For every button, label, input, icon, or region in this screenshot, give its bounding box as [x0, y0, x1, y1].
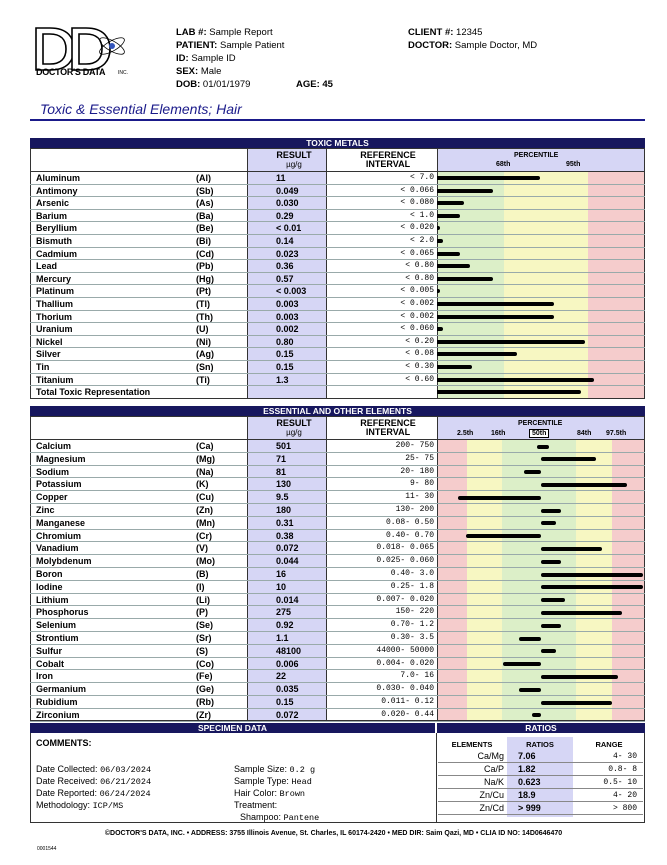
element-name: Lead [36, 261, 58, 272]
element-name: Platinum [36, 286, 75, 297]
element-reference: 20- 180 [400, 466, 434, 476]
element-name: Thallium [36, 299, 74, 309]
percentile-bar [541, 509, 561, 513]
toxic-reference-header: REFERENCE INTERVAL [360, 150, 416, 169]
essential-reference-header: REFERENCE INTERVAL [360, 418, 416, 437]
total-toxic-label: Total Toxic Representation [36, 387, 151, 398]
element-name: Vanadium [36, 543, 79, 554]
toxic-row [30, 235, 645, 248]
element-symbol: (S) [196, 645, 208, 656]
patient-id: ID: Sample ID [176, 53, 236, 64]
element-symbol: (Cr) [196, 530, 212, 541]
essential-row [30, 632, 645, 645]
element-result: 0.003 [276, 311, 299, 322]
element-symbol: (Ti) [196, 374, 210, 385]
element-symbol: (U) [196, 324, 209, 335]
ratio-element: Ca/Mg [477, 751, 504, 761]
client-number: CLIENT #: 12345 [408, 27, 483, 38]
element-name: Cadmium [36, 248, 78, 259]
toxic-result-header: RESULT µg/g [276, 150, 312, 169]
element-reference: 0.40- 3.0 [390, 569, 434, 578]
element-name: Sodium [36, 466, 69, 477]
ess-pct-50: 50th [529, 429, 549, 438]
percentile-bar [519, 688, 541, 692]
ratio-value: 0.623 [518, 777, 541, 787]
element-symbol: (Cd) [196, 248, 214, 259]
element-reference: < 0.08 [405, 349, 434, 359]
element-reference: 0.08- 0.50 [385, 517, 434, 527]
ratio-element: Ca/P [483, 764, 504, 774]
element-reference: < 7.0 [409, 173, 434, 182]
element-reference: 0.40- 0.70 [385, 530, 434, 540]
date-collected: Date Collected: 06/03/2024 [36, 764, 152, 775]
element-result: 71 [276, 453, 287, 464]
element-name: Zirconium [36, 709, 80, 720]
percentile-bar [458, 496, 541, 500]
essential-section-title: ESSENTIAL AND OTHER ELEMENTS [30, 406, 645, 416]
element-symbol: (Be) [196, 223, 214, 234]
percentile-bar [541, 483, 627, 487]
percentile-bar [541, 560, 561, 564]
ratio-divider [438, 762, 643, 763]
element-name: Strontium [36, 633, 79, 643]
element-result: 0.36 [276, 261, 294, 272]
element-result: 0.030 [276, 198, 299, 209]
ess-pct-16: 16th [491, 430, 506, 437]
toxic-row [30, 285, 645, 298]
element-result: 1.1 [276, 633, 289, 643]
element-name: Phosphorus [36, 607, 89, 618]
element-symbol: (Hg) [196, 273, 214, 284]
element-name: Silver [36, 349, 61, 360]
element-name: Germanium [36, 684, 87, 695]
element-name: Uranium [36, 324, 73, 335]
element-symbol: (As) [196, 198, 214, 209]
element-reference: < 0.60 [405, 374, 434, 384]
element-reference: 9- 80 [409, 479, 434, 489]
essential-percentile-header: PERCENTILE [518, 420, 563, 427]
element-name: Iron [36, 671, 53, 682]
element-name: Calcium [36, 441, 72, 451]
element-result: 0.38 [276, 530, 294, 541]
date-received: Date Received: 06/21/2024 [36, 776, 152, 787]
element-name: Titanium [36, 374, 74, 385]
patient-name: PATIENT: Sample Patient [176, 40, 285, 51]
element-symbol: (Ca) [196, 441, 214, 451]
element-result: 0.31 [276, 517, 294, 528]
patient-age: AGE: 45 [296, 79, 333, 90]
element-reference: 0.007- 0.020 [376, 594, 434, 604]
element-reference: 0.004- 0.020 [376, 658, 434, 668]
element-name: Beryllium [36, 223, 78, 234]
percentile-bar [437, 201, 464, 205]
ratio-col-ratios: RATIOS [526, 740, 554, 749]
element-name: Boron [36, 569, 63, 579]
lab-number: LAB #: Sample Report [176, 27, 273, 38]
ratio-value: 7.06 [518, 751, 536, 761]
percentile-bar [437, 214, 460, 218]
logo-inc: INC. [118, 70, 128, 76]
element-result: 275 [276, 607, 292, 618]
element-name: Manganese [36, 517, 86, 528]
ratio-divider [438, 788, 643, 789]
percentile-bar [541, 649, 556, 653]
element-result: 501 [276, 441, 292, 451]
percentile-bar [541, 611, 622, 615]
element-symbol: (Zr) [196, 709, 211, 720]
percentile-bar [437, 189, 493, 193]
element-symbol: (Mg) [196, 453, 215, 464]
toxic-row [30, 222, 645, 235]
element-result: 0.072 [276, 709, 299, 720]
element-result: 0.014 [276, 594, 299, 605]
element-symbol: (I) [196, 581, 205, 592]
element-result: 0.15 [276, 349, 294, 360]
element-symbol: (Sr) [196, 633, 212, 643]
element-reference: < 0.060 [400, 324, 434, 334]
element-symbol: (Pt) [196, 286, 211, 297]
percentile-bar [437, 252, 460, 256]
element-name: Rubidium [36, 697, 78, 707]
element-reference: < 1.0 [409, 210, 434, 220]
element-name: Barium [36, 210, 68, 221]
toxic-row [30, 260, 645, 273]
element-symbol: (K) [196, 479, 209, 490]
element-symbol: (Cu) [196, 492, 214, 503]
element-name: Thorium [36, 311, 72, 322]
element-reference: < 0.066 [400, 185, 434, 195]
element-reference: 44000- 50000 [376, 645, 434, 655]
element-reference: 0.025- 0.060 [376, 556, 434, 566]
element-symbol: (Ba) [196, 210, 214, 221]
ess-pct-2-5: 2.5th [457, 430, 474, 437]
element-name: Arsenic [36, 198, 70, 209]
element-name: Cobalt [36, 658, 64, 669]
toxic-row [30, 323, 645, 336]
element-reference: < 0.002 [400, 311, 434, 321]
toxic-row [30, 361, 645, 374]
element-symbol: (Al) [196, 173, 211, 183]
essential-row [30, 709, 645, 722]
document-code: 0001544 [37, 846, 57, 852]
ratio-range: 0.5- 10 [603, 778, 637, 787]
element-name: Mercury [36, 273, 72, 284]
element-symbol: (Na) [196, 466, 214, 477]
percentile-bar [503, 662, 541, 666]
element-reference: < 0.065 [400, 248, 434, 258]
percentile-bar [437, 277, 493, 281]
percentile-bar [437, 302, 554, 306]
report-title: Toxic & Essential Elements; Hair [40, 101, 242, 117]
percentile-bar [541, 675, 618, 679]
element-name: Bismuth [36, 236, 72, 246]
element-name: Aluminum [36, 173, 80, 183]
element-reference: 150- 220 [395, 607, 434, 617]
element-name: Chromium [36, 530, 81, 541]
doctor-name: DOCTOR: Sample Doctor, MD [408, 40, 538, 51]
element-result: 22 [276, 671, 287, 682]
toxic-percentile-header: PERCENTILE [514, 152, 559, 159]
ratios-section-title: RATIOS [437, 723, 645, 733]
percentile-bar [541, 573, 643, 577]
ess-pct-97-5: 97.5th [606, 430, 627, 437]
element-symbol: (Fe) [196, 671, 213, 682]
element-name: Copper [36, 492, 68, 503]
element-symbol: (Ni) [196, 336, 211, 347]
ratio-value: > 999 [518, 803, 541, 813]
percentile-bar [524, 470, 541, 474]
ratio-divider [438, 775, 643, 776]
ratio-range: 0.8- 8 [608, 765, 637, 774]
element-symbol: (Ag) [196, 349, 214, 360]
element-result: 1.3 [276, 374, 289, 385]
element-result: 0.92 [276, 620, 294, 631]
element-reference: 11- 30 [405, 492, 434, 502]
toxic-row [30, 248, 645, 261]
toxic-section-title: TOXIC METALS [30, 138, 645, 148]
essential-row [30, 491, 645, 504]
percentile-bar [532, 713, 541, 717]
element-result: < 0.01 [276, 223, 302, 234]
essential-row [30, 683, 645, 696]
logo-text: DOCTOR'S DATA [36, 67, 106, 77]
comments-label: COMMENTS: [36, 738, 92, 748]
element-symbol: (B) [196, 569, 209, 579]
element-symbol: (Li) [196, 594, 210, 605]
element-symbol: (Sn) [196, 362, 214, 372]
toxic-pct-68: 68th [496, 161, 511, 168]
element-result: 16 [276, 569, 287, 579]
element-name: Antimony [36, 185, 78, 196]
element-result: 9.5 [276, 492, 289, 503]
methodology: Methodology: ICP/MS [36, 800, 124, 811]
hair-color: Hair Color: Brown [234, 788, 306, 799]
element-result: 0.14 [276, 236, 294, 246]
element-name: Tin [36, 362, 50, 372]
element-reference: 0.020- 0.44 [381, 709, 434, 719]
element-name: Selenium [36, 620, 77, 631]
ratio-col-elements: ELEMENTS [451, 740, 493, 749]
element-symbol: (Ge) [196, 684, 214, 695]
element-symbol: (Co) [196, 658, 214, 669]
element-name: Lithium [36, 594, 69, 605]
element-symbol: (Sb) [196, 185, 214, 196]
element-result: 0.15 [276, 362, 294, 372]
element-reference: 0.011- 0.12 [381, 697, 434, 706]
percentile-bar [437, 340, 585, 344]
element-result: 10 [276, 581, 287, 592]
element-reference: < 0.30 [405, 362, 434, 371]
element-name: Potassium [36, 479, 82, 490]
date-reported: Date Reported: 06/24/2024 [36, 788, 151, 799]
element-name: Magnesium [36, 453, 86, 464]
toxic-row [30, 185, 645, 198]
ratio-range: > 800 [612, 804, 637, 813]
percentile-bar [541, 521, 556, 525]
ratio-divider [438, 814, 643, 815]
patient-dob: DOB: 01/01/1979 [176, 79, 251, 90]
ratio-value: 18.9 [518, 790, 536, 800]
patient-sex: SEX: Male [176, 66, 222, 77]
element-reference: 0.70- 1.2 [390, 620, 434, 630]
sample-type: Sample Type: Head [234, 776, 312, 787]
element-reference: < 0.20 [405, 336, 434, 346]
element-reference: 0.25- 1.8 [390, 581, 434, 591]
element-reference: 130- 200 [395, 505, 434, 514]
percentile-bar [519, 637, 541, 641]
percentile-bar [437, 352, 517, 356]
shampoo: Shampoo: Pantene [240, 812, 320, 823]
ratio-divider [438, 801, 643, 802]
ess-pct-84: 84th [577, 430, 592, 437]
essential-row [30, 658, 645, 671]
element-symbol: (Se) [196, 620, 214, 631]
element-result: 0.002 [276, 324, 299, 335]
element-name: Molybdenum [36, 556, 92, 567]
element-result: 0.57 [276, 273, 294, 284]
element-reference: 7.0- 16 [400, 671, 434, 681]
percentile-bar [541, 624, 561, 628]
element-reference: < 0.005 [400, 286, 434, 296]
element-symbol: (Tl) [196, 299, 210, 309]
toxic-row [30, 273, 645, 286]
ratio-range: 4- 20 [612, 791, 637, 800]
percentile-bar [437, 365, 472, 369]
element-result: 0.072 [276, 543, 299, 554]
percentile-bar [466, 534, 541, 538]
specimen-section-title: SPECIMEN DATA [30, 723, 435, 733]
element-name: Nickel [36, 336, 63, 347]
sample-size: Sample Size: 0.2 g [234, 764, 316, 775]
element-name: Sulfur [36, 645, 62, 656]
percentile-bar [437, 176, 540, 180]
title-divider [30, 119, 645, 121]
percentile-bar [541, 547, 602, 551]
toxic-row [30, 197, 645, 210]
ratio-col-range: RANGE [595, 740, 623, 749]
toxic-pct-95: 95th [566, 161, 581, 168]
report-header [0, 0, 667, 100]
element-reference: < 0.020 [400, 223, 434, 233]
element-result: 0.044 [276, 556, 299, 567]
essential-row [30, 440, 645, 453]
percentile-bar [541, 598, 565, 602]
percentile-bar [541, 701, 612, 705]
element-symbol: (Bi) [196, 236, 211, 246]
element-symbol: (Th) [196, 311, 213, 322]
percentile-bar [537, 445, 549, 449]
treatment: Treatment: [234, 800, 278, 810]
element-reference: 0.30- 3.5 [390, 633, 434, 642]
ratio-range: 4- 30 [612, 752, 637, 761]
ratio-value: 1.82 [518, 764, 536, 774]
element-reference: < 0.002 [400, 299, 434, 308]
element-symbol: (Zn) [196, 505, 213, 515]
element-name: Iodine [36, 581, 63, 592]
element-result: < 0.003 [276, 286, 307, 297]
element-result: 0.023 [276, 248, 299, 259]
element-result: 180 [276, 505, 292, 515]
element-name: Zinc [36, 505, 55, 515]
element-reference: 0.030- 0.040 [376, 684, 434, 694]
element-symbol: (V) [196, 543, 208, 554]
element-reference: < 0.080 [400, 198, 434, 208]
element-result: 11 [276, 173, 286, 183]
element-reference: 25- 75 [405, 453, 434, 463]
ratio-element: Zn/Cu [479, 790, 504, 800]
percentile-bar [437, 315, 554, 319]
element-reference: < 2.0 [409, 236, 434, 245]
element-result: 81 [276, 466, 287, 477]
ratio-element: Zn/Cd [479, 803, 504, 813]
element-result: 0.006 [276, 658, 299, 669]
element-symbol: (Mn) [196, 517, 215, 528]
element-reference: 200- 750 [395, 441, 434, 450]
element-result: 0.049 [276, 185, 299, 196]
percentile-bar [541, 457, 596, 461]
ratio-element: Na/K [483, 777, 504, 787]
element-result: 130 [276, 479, 292, 490]
element-reference: < 0.80 [405, 273, 434, 283]
element-result: 0.003 [276, 299, 299, 309]
percentile-bar [437, 378, 594, 382]
toxic-row [30, 172, 645, 185]
element-result: 0.15 [276, 697, 294, 707]
percentile-bar [437, 264, 470, 268]
element-result: 48100 [276, 645, 302, 656]
percentile-bar [541, 585, 643, 589]
element-reference: < 0.80 [405, 261, 434, 271]
toxic-row [30, 348, 645, 361]
total-toxic-bar [437, 390, 581, 394]
element-symbol: (Rb) [196, 697, 214, 707]
toxic-row [30, 210, 645, 223]
element-symbol: (Mo) [196, 556, 215, 567]
essential-result-header: RESULT µg/g [276, 418, 312, 437]
footer: ©DOCTOR'S DATA, INC. • ADDRESS: 3755 Illinois Avenue, St. Charles, IL 60174-2420 • MED DIR: Saim Qazi, MD • CLIA ID NO: 14D0646470 [104, 830, 563, 837]
essential-row [30, 530, 645, 543]
element-result: 0.035 [276, 684, 299, 695]
element-symbol: (P) [196, 607, 208, 618]
element-reference: 0.018- 0.065 [376, 543, 434, 553]
essential-row [30, 466, 645, 479]
element-result: 0.29 [276, 210, 294, 221]
percentile-bar [437, 239, 443, 243]
element-result: 0.80 [276, 336, 294, 347]
element-symbol: (Pb) [196, 261, 214, 272]
